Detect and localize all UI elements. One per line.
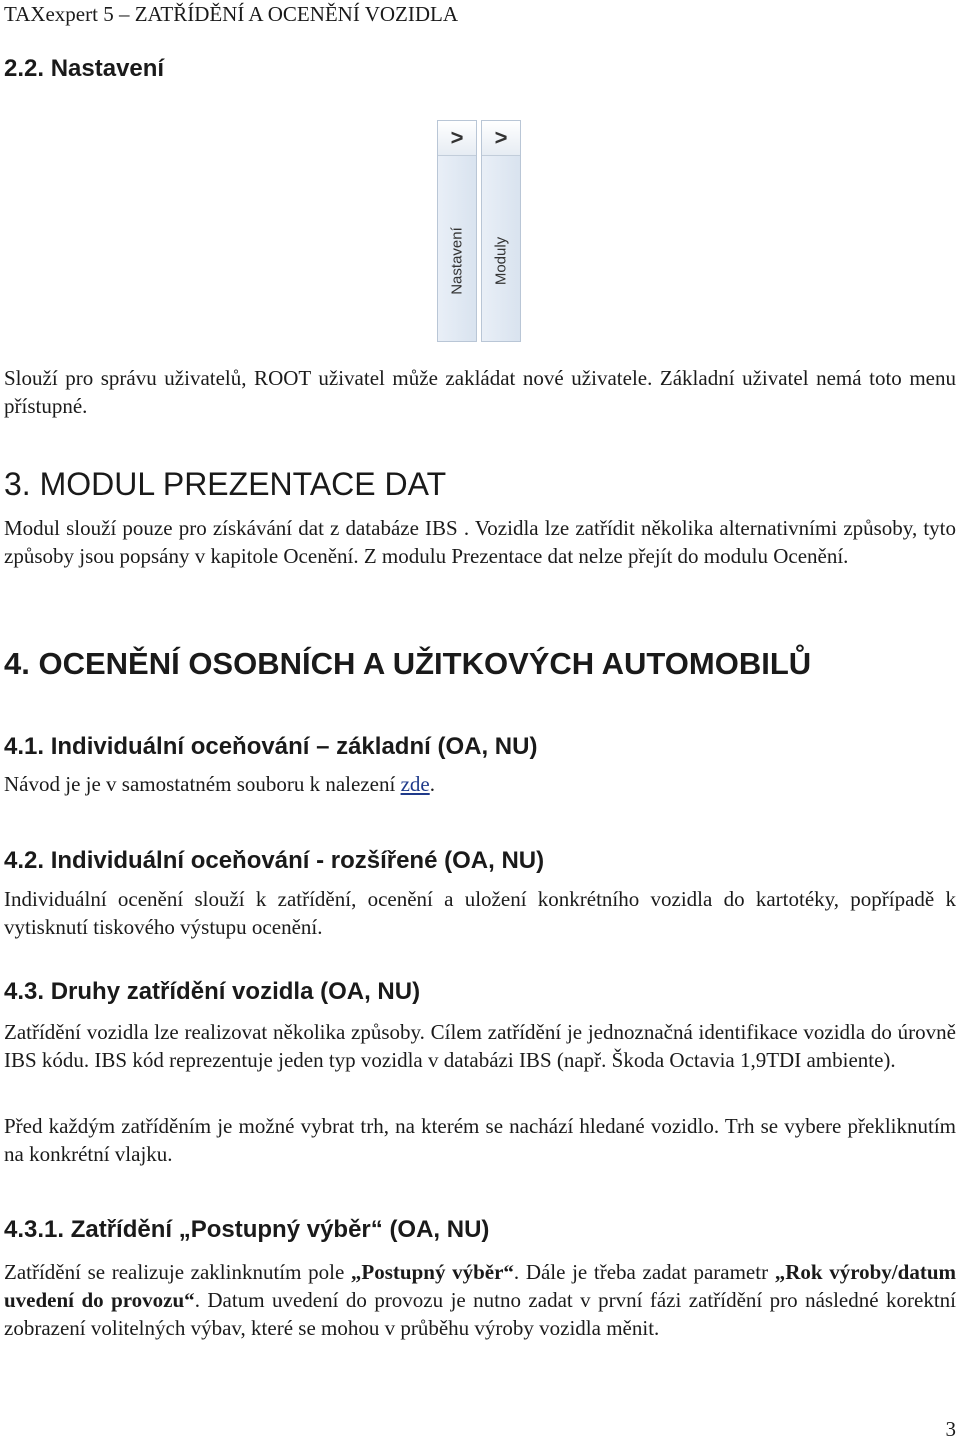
bold-postupny-vyber: „Postupný výběr“	[350, 1260, 514, 1284]
page-number: 3	[945, 1417, 956, 1441]
chevron-right-icon[interactable]: >	[438, 121, 476, 156]
running-header: TAXexpert 5 – ZATŘÍDĚNÍ A OCENĚNÍ VOZIDLA	[4, 2, 459, 26]
heading-2-2: 2.2. Nastavení	[4, 55, 165, 82]
heading-4-2: 4.2. Individuální oceňování - rozšířené (OA, NU)	[4, 847, 545, 874]
paragraph-4-3-b: Před každým zatříděním je možné vybrat trh, na kterém se nachází hledané vozidlo. Trh se vybere překliknutím na konkrétní vlajku.	[4, 1114, 956, 1166]
text-part-3: . Datum uvedení do provozu je nutno zadat v první fázi zatřídění pro následné korektní zobrazení volitelných výbav, které se mohou v průběhu výroby vozidla měnit.	[4, 1288, 956, 1340]
text-part-1: Zatřídění se realizuje zaklinknutím pole	[4, 1260, 351, 1284]
tab-moduly-label: Moduly	[492, 236, 510, 286]
heading-3: 3. MODUL PREZENTACE DAT	[4, 466, 447, 502]
paragraph-2-2: Slouží pro správu uživatelů, ROOT uživatel může zakládat nové uživatele. Základní uživatel nemá toto menu přístupné.	[4, 366, 956, 418]
zde-link[interactable]: zde	[400, 772, 430, 796]
heading-4-1: 4.1. Individuální oceňování – základní (OA, NU)	[4, 733, 538, 760]
heading-4: 4. OCENĚNÍ OSOBNÍCH A UŽITKOVÝCH AUTOMOBILŮ	[4, 646, 812, 681]
paragraph-4-1-end: .	[429, 772, 435, 796]
text-part-2: . Dále je třeba zadat parametr	[513, 1260, 775, 1284]
paragraph-4-3-a: Zatřídění vozidla lze realizovat několika způsoby. Cílem zatřídění je jednoznačná identifikace vozidla do úrovně IBS kódu. IBS kód reprezentuje jeden typ vozidla v databázi IBS (např. Škoda Octavia 1,9TDI ambiente).	[4, 1020, 956, 1072]
chevron-right-icon[interactable]: >	[482, 121, 520, 156]
tab-nastaveni-label: Nastavení	[448, 227, 466, 295]
paragraph-4-1	[4, 770, 956, 798]
paragraph-3: Modul slouží pouze pro získávání dat z databáze IBS . Vozidla lze zatřídit několika alternativními způsoby, tyto způsoby jsou popsány v kapitole Ocenění. Z modulu Prezentace dat nelze přejít do modulu Ocenění.	[4, 516, 956, 568]
bold-rok-vyroby: „Rok výroby/datum uvedení do provozu“	[4, 1260, 956, 1312]
paragraph-4-3-1	[4, 1258, 956, 1342]
paragraph-4-1-text: Návod je je v samostatném souboru k nalezení	[4, 772, 401, 796]
tab-nastaveni[interactable]	[437, 120, 477, 342]
tab-moduly[interactable]	[481, 120, 521, 342]
heading-4-3-1: 4.3.1. Zatřídění „Postupný výběr“ (OA, NU)	[4, 1216, 490, 1243]
paragraph-4-2: Individuální ocenění slouží k zatřídění, ocenění a uložení konkrétního vozidla do kartotéky, popřípadě k vytisknutí tiskového výstupu ocenění.	[4, 887, 956, 939]
side-panel-tabs	[437, 120, 523, 342]
heading-4-3: 4.3. Druhy zatřídění vozidla (OA, NU)	[4, 978, 421, 1005]
